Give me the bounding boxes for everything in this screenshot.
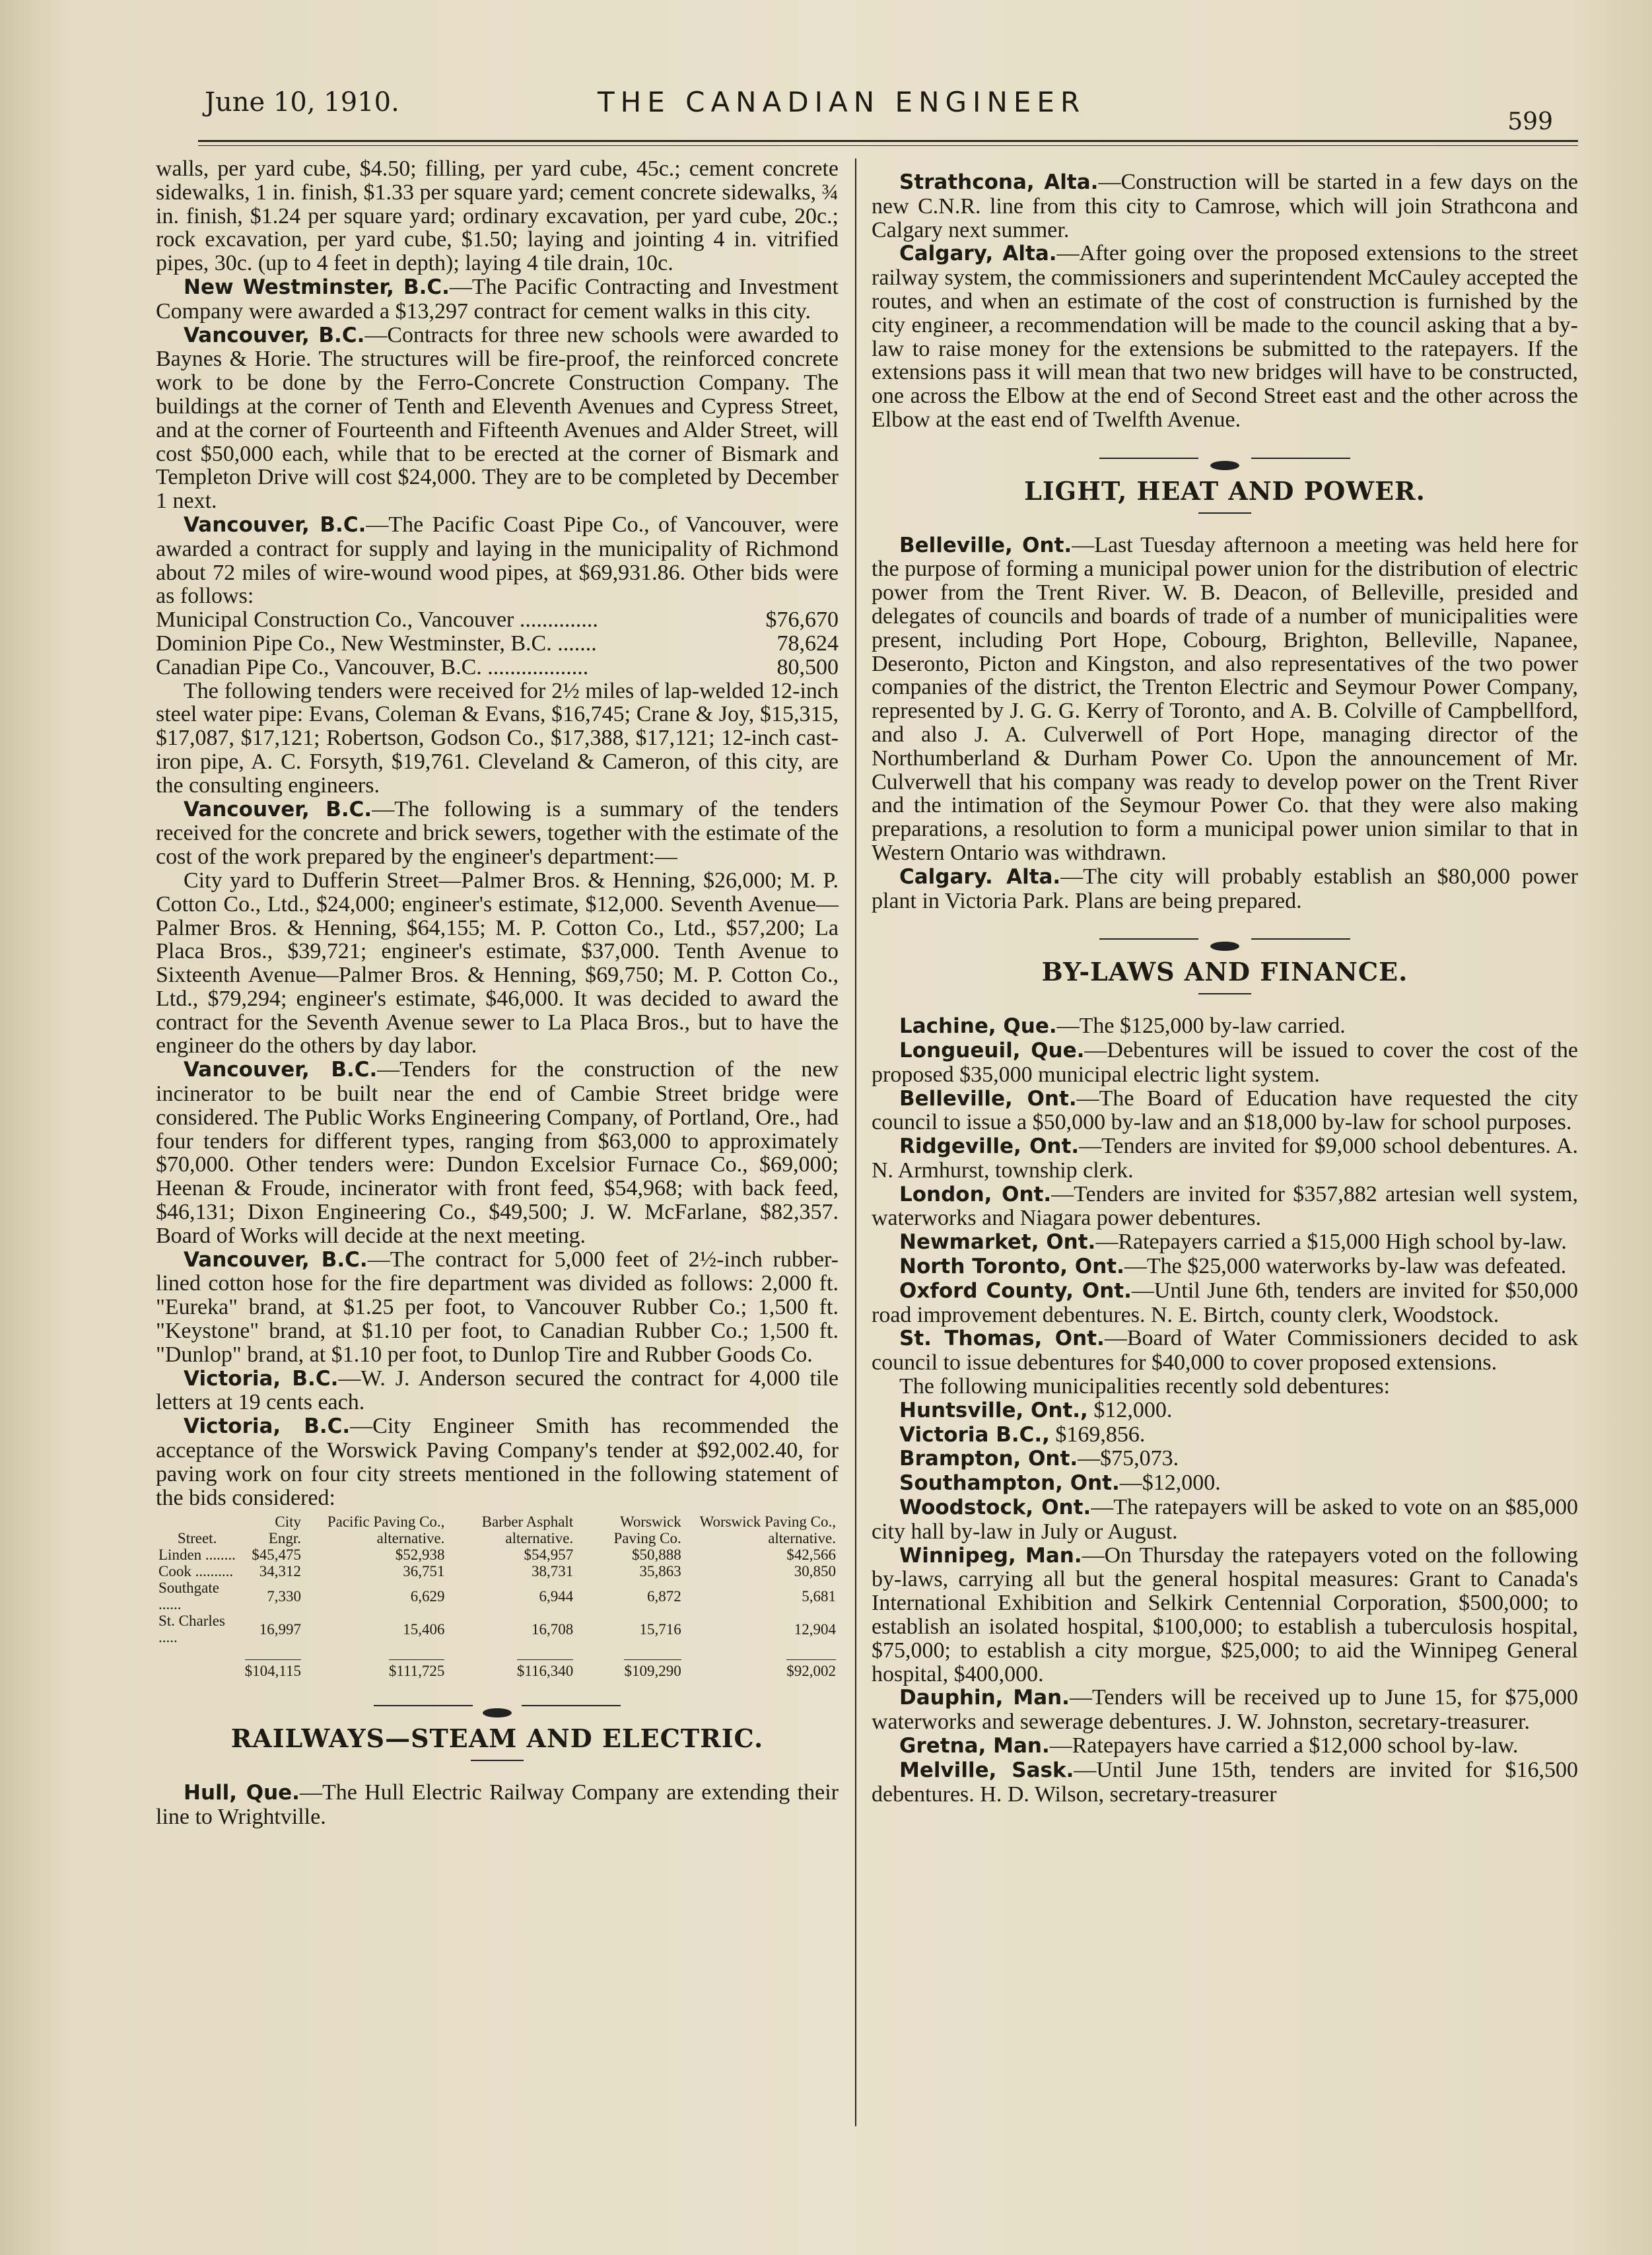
total-value: $92,002: [786, 1659, 836, 1679]
article-paragraph: [872, 534, 1578, 865]
page-header: [198, 78, 1571, 135]
article-text: —The Board of Education have requested the city council to issue a $50,000 by-law and an $18,000 by-law for school purposes.: [872, 1086, 1578, 1135]
page-number: 599: [1507, 108, 1553, 135]
article-text: —Debentures will be issued to cover the cost of the proposed $35,000 municipal electric light system.: [872, 1037, 1578, 1087]
table-cell: $42,566: [786, 1546, 836, 1564]
table-total-cell: [684, 1646, 839, 1679]
article-paragraph: [156, 1248, 839, 1367]
dateline: New Westminster, B.C.: [184, 275, 450, 299]
ornament-line: [522, 1705, 621, 1706]
article-paragraph: [872, 1327, 1578, 1375]
table-row: [156, 1579, 839, 1613]
article-text: —The Hull Electric Railway Company are extending their line to Wrightville.: [156, 1780, 839, 1830]
article-paragraph: [156, 513, 839, 608]
ornament-diamond: [1210, 461, 1239, 470]
dateline: North Toronto, Ont.: [899, 1255, 1124, 1279]
article-paragraph: [872, 1183, 1578, 1231]
table-cell: 7,330: [267, 1587, 301, 1605]
dateline: London, Ont.: [899, 1182, 1052, 1206]
article-text: —Ratepayers have carried a $12,000 school by-law.: [1049, 1733, 1519, 1758]
table-totals-row: [156, 1646, 839, 1679]
tender-name: Municipal Construction Co., Vancouver ..............: [156, 608, 598, 632]
tender-list: [156, 608, 839, 679]
section-heading: LIGHT, HEAT AND POWER.: [1024, 475, 1426, 506]
article-text: —Construction will be started in a few days on the new C.N.R. line from this city to Camrose, which will join Strathcona and Calgary next summer.: [872, 170, 1578, 242]
dateline: Vancouver, B.C.: [184, 1058, 378, 1082]
table-cell: [156, 1646, 238, 1679]
article-paragraph: The following municipalities recently sold debentures:: [899, 1374, 1391, 1399]
ornament-diamond: [1210, 942, 1239, 951]
table-cell: Linden ........: [158, 1546, 236, 1564]
article-paragraph: [872, 170, 1578, 242]
article-paragraph: [156, 1781, 839, 1829]
table-total-cell: [238, 1646, 304, 1679]
article-text: —The $25,000 waterworks by-law was defeated.: [1124, 1254, 1567, 1279]
article-paragraph: [872, 1134, 1578, 1183]
total-value: $111,725: [389, 1659, 445, 1679]
section-ornament: [872, 932, 1578, 946]
article-paragraph: [872, 1496, 1578, 1544]
tender-amount: $76,670: [765, 607, 839, 633]
dateline: Calgary, Alta.: [899, 242, 1057, 266]
debenture-line: [872, 1447, 1578, 1471]
dateline: St. Thomas, Ont.: [899, 1327, 1105, 1351]
article-paragraph: [872, 1230, 1578, 1255]
debenture-amount: $12,000.: [1087, 1397, 1173, 1422]
article-text: —The contract for 5,000 feet of 2½-inch rubber-lined cotton hose for the fire department was divided as follows: 2,000 ft. "Eureka" brand, at $1.25 per foot, to Vancouver Rubber Co.; 1,500 ft. "Keystone" brand, at $1.10 per foot, to Canadian Rubber Co.; 1,500 ft. "Dunlop" brand, at $1.10 per foot, to Dunlop Tire and Rubber Goods Co.: [156, 1247, 839, 1367]
article-paragraph: [872, 1279, 1578, 1327]
dateline: Victoria, B.C.: [184, 1414, 351, 1439]
article-text: —The Pacific Contracting and Investment Company were awarded a $13,297 contract for cement walks in this city.: [156, 274, 839, 324]
tender-line: [156, 632, 839, 656]
dateline: Vancouver, B.C.: [184, 797, 372, 821]
municipality: Huntsville, Ont.,: [899, 1398, 1088, 1422]
debenture-line: [872, 1471, 1578, 1496]
column-header: Street.: [177, 1530, 217, 1547]
table-cell: Southgate ......: [158, 1579, 219, 1613]
dateline: Winnipeg, Man.: [899, 1543, 1082, 1568]
table-row: [156, 1613, 839, 1646]
article-text: —After going over the proposed extensions to the street railway system, the commissioners and superintendent McCauley accepted the routes, and when an estimate of the cost of construction is furnished by the city engineer, a recommendation will be made to the council asking that a by-law to raise money for the extensions be submitted to the ratepayers. If the extensions pass it will mean that two new bridges will have to be constructed, one across the Elbow at the end of Second Street east and the other across the Elbow at the east end of Twelfth Avenue.: [872, 241, 1578, 432]
ornament-line: [374, 1705, 473, 1706]
table-total-cell: [447, 1646, 576, 1679]
table-row: [156, 1563, 839, 1579]
article-paragraph: [872, 1087, 1578, 1135]
dateline: Woodstock, Ont.: [899, 1496, 1091, 1520]
tender-line: [156, 608, 839, 632]
column-header: Worswick Paving Co.: [613, 1513, 681, 1547]
dateline: Ridgeville, Ont.: [899, 1134, 1080, 1159]
article-text: —The Pacific Coast Pipe Co., of Vancouver, were awarded a contract for supply and laying in the municipality of Richmond about 72 miles of wire-wound wood pipes, at $69,931.86. Other bids were as follows:: [156, 512, 839, 609]
table-cell: 5,681: [802, 1587, 836, 1605]
debenture-amount: —$12,000.: [1119, 1471, 1221, 1496]
article-text: —Contracts for three new schools were awarded to Baynes & Horie. The structures will be fire-proof, the reinforced concrete work to be done by the Ferro-Concrete Construction Company. The buildings at the corner of Tenth and Eleventh Avenues and Cypress Street, and at the corner of Fourteenth and Fifteenth Avenues and Alder Street, will cost $50,000 each, while that to be erected at the corner of Bismark and Templeton Drive will cost $24,000. They are to be completed by December 1 next.: [156, 322, 839, 514]
article-text: —The $125,000 by-law carried.: [1056, 1014, 1346, 1039]
article-paragraph: [156, 1414, 839, 1509]
article-paragraph: [156, 1058, 839, 1247]
table-cell: 30,850: [794, 1563, 836, 1580]
heading-rule: [1198, 993, 1251, 994]
table-total-cell: [304, 1646, 447, 1679]
table-total-cell: [576, 1646, 684, 1679]
table-cell: 35,863: [639, 1563, 681, 1580]
article-text: —Tenders for the construction of the new incinerator to be built near the end of Cambie Street bridge were considered. The Public Works Engineering Company, of Portland, Ore., had four tenders for different types, ranging from $63,000 to approximately $70,000. Other tenders were: Dundon Excelsior Furnace Co., $69,000; Heenan & Froude, incinerator with front feed, $54,968; with back feed, $46,131; Dixon Engineering Co., $49,500; J. W. McFarlane, $82,357. Board of Works will decide at the next meeting.: [156, 1057, 839, 1248]
total-value: $104,115: [245, 1659, 301, 1679]
dateline: Newmarket, Ont.: [899, 1230, 1096, 1255]
article-text: —City Engineer Smith has recommended the acceptance of the Worswick Paving Company's tender at $92,002.40, for paving work on four city streets mentioned in the following statement of the bids considered:: [156, 1414, 839, 1510]
right-column: [872, 170, 1578, 1806]
heading-rule: [471, 1760, 524, 1761]
dateline: Hull, Que.: [184, 1781, 300, 1805]
dateline: Vancouver, B.C.: [184, 323, 365, 347]
article-text: —Last Tuesday afternoon a meeting was held here for the purpose of forming a municipal power union for the distribution of electric power from the Trent River. W. B. Deacon, of Belleville, presided and delegates of councils and boards of trade of a number of municipalities were present, including Port Hope, Cobourg, Brighton, Belleville, Napanee, Deseronto, Picton and Kingston, and also representatives of the two power companies of the district, the Trenton Electric and Seymour Power Company, represented by J. G. G. Kerry of Toronto, and A. B. Colville of Campbellford, and also J. A. Culverwell of Port Hope, managing director of the Northumberland & Durham Power Co. Upon the announcement of Mr. Culverwell that his company was ready to develop power on the Trent River and the intimation of the Seymour Power Co. that they were also making preparations, a resolution to form a municipal power union similar to that in Western Ontario was withdrawn.: [872, 532, 1578, 865]
dateline: Vancouver, B.C.: [184, 512, 366, 537]
article-paragraph: [872, 1255, 1578, 1279]
issue-date: June 10, 1910.: [205, 87, 399, 118]
article-paragraph: [872, 242, 1578, 431]
header-rule-thick: [198, 140, 1578, 142]
dateline: Victoria, B.C.: [184, 1366, 339, 1391]
article-paragraph: The following tenders were received for 2½ miles of lap-welded 12-inch steel water pipe: Evans, Coleman & Evans, $16,745; Crane & Joy, $15,315, $17,087, $17,121; Robertson, Godson Co., $17,388, $17,121; 12-inch cast-iron pipe, A. C. Forsyth, $19,761. Cleveland & Cameron, of this city, are the consulting engineers.: [156, 678, 839, 798]
article-text: —The city will probably establish an $80,000 power plant in Victoria Park. Plans are being prepared.: [872, 864, 1578, 913]
table-cell: Cook ..........: [158, 1563, 234, 1580]
publication-title: THE CANADIAN ENGINEER: [598, 86, 1086, 118]
tender-amount: 78,624: [776, 631, 839, 656]
total-value: $109,290: [624, 1659, 681, 1679]
municipality: Brampton, Ont.: [899, 1447, 1078, 1471]
section-ornament: [156, 1699, 839, 1712]
table-cell: 38,731: [531, 1563, 574, 1580]
article-paragraph: City yard to Dufferin Street—Palmer Bros. & Henning, $26,000; M. P. Cotton Co., Ltd., $24,000; engineer's estimate, $12,000. Seventh Avenue—Palmer Bros. & Henning, $64,155; M. P. Cotton Co., Ltd., $57,200; La Placa Bros., $39,721; engineer's estimate, $37,000. Tenth Avenue to Sixteenth Avenue—Palmer Bros. & Henning, $69,750; M. P. Cotton Co., Ltd., $79,294; engineer's estimate, $46,000. It was decided to award the contract for the Seventh Avenue sewer to La Placa Bros., but to have the engineer do the others by day labor.: [156, 868, 839, 1058]
ornament-line: [1251, 938, 1350, 940]
table-cell: 6,944: [539, 1587, 574, 1605]
table-cell: $45,475: [252, 1546, 301, 1564]
article-text: —The following is a summary of the tenders received for the concrete and brick sewers, together with the estimate of the cost of the work prepared by the engineer's department:—: [156, 796, 839, 870]
article-paragraph: [872, 1039, 1578, 1087]
table-row: [156, 1546, 839, 1563]
article-text: —W. J. Anderson secured the contract for 4,000 tile letters at 19 cents each.: [156, 1366, 839, 1415]
dateline: Vancouver, B.C.: [184, 1247, 368, 1272]
column-header: City Engr.: [268, 1513, 301, 1547]
article-text: —Board of Water Commissioners decided to ask council to issue debentures for $40,000 to cover proposed extensions.: [872, 1326, 1578, 1375]
table-cell: $52,938: [395, 1546, 445, 1564]
article-text: —Tenders are invited for $9,000 school debentures. A. N. Armhurst, township clerk.: [872, 1134, 1578, 1183]
article-text: —The ratepayers will be asked to vote on an $85,000 city hall by-law in July or August.: [872, 1495, 1578, 1544]
dateline: Strathcona, Alta.: [899, 170, 1099, 194]
article-paragraph: [156, 798, 839, 869]
article-paragraph: [156, 324, 839, 513]
dateline: Belleville, Ont.: [899, 1086, 1077, 1111]
tender-amount: 80,500: [776, 654, 839, 679]
column-header: Pacific Paving Co., alternative.: [327, 1513, 445, 1547]
ornament-line: [1099, 938, 1198, 940]
dateline: Gretna, Man.: [899, 1734, 1050, 1758]
article-text: —Tenders will be received up to June 15, for $75,000 waterworks and sewerage debentures. J. W. Johnston, secretary-treasurer.: [872, 1685, 1578, 1735]
section-heading: BY-LAWS AND FINANCE.: [1041, 957, 1408, 987]
article-paragraph: walls, per yard cube, $4.50; filling, per yard cube, 45c.; cement concrete sidewalks, 1 in. finish, $1.33 per square yard; cement concrete sidewalks, ¾ in. finish, $1.24 per square yard; ordinary excavation, per yard cube, 20c.; rock excavation, per yard cube, $1.50; laying and jointing 4 in. vitrified pipes, 30c. (up to 4 feet in depth); laying 4 tile drain, 10c.: [156, 156, 839, 276]
heading-rule: [1198, 512, 1251, 514]
column-divider: [855, 158, 856, 2126]
article-paragraph: [872, 1758, 1578, 1807]
debenture-amount: —$75,073.: [1078, 1446, 1179, 1471]
tender-line: [156, 656, 839, 679]
paving-bids-table: [156, 1513, 839, 1679]
section-ornament: [872, 452, 1578, 465]
article-paragraph: [156, 275, 839, 324]
article-paragraph: [872, 1014, 1578, 1039]
article-text: —Ratepayers carried a $15,000 High school by-law.: [1095, 1230, 1567, 1255]
municipality: Southampton, Ont.: [899, 1471, 1120, 1496]
dateline: Belleville, Ont.: [899, 533, 1072, 557]
dateline: Melville, Sask.: [899, 1758, 1074, 1782]
column-header: Worswick Paving Co., alternative.: [699, 1513, 836, 1547]
table-cell: 16,708: [531, 1620, 574, 1638]
debenture-amount: $169,856.: [1049, 1422, 1146, 1447]
municipality: Victoria B.C.,: [899, 1422, 1050, 1447]
column-header: Barber Asphalt alternative.: [481, 1513, 574, 1547]
header-rule-thin: [198, 145, 1578, 146]
table-cell: 12,904: [794, 1620, 836, 1638]
table-cell: $54,957: [524, 1546, 574, 1564]
article-text: —Until June 6th, tenders are invited for $50,000 road improvement debentures. N. E. Birtch, county clerk, Woodstock.: [872, 1278, 1578, 1327]
ornament-line: [1251, 458, 1350, 459]
article-paragraph: [872, 865, 1578, 913]
table-cell: 34,312: [259, 1563, 301, 1580]
tender-name: Dominion Pipe Co., New Westminster, B.C. .......: [156, 631, 597, 656]
debenture-line: [872, 1423, 1578, 1447]
article-paragraph: [872, 1734, 1578, 1758]
table-cell: $50,888: [631, 1546, 681, 1564]
table-cell: 6,629: [410, 1587, 445, 1605]
dateline: Dauphin, Man.: [899, 1686, 1070, 1710]
left-column: [156, 157, 839, 1829]
article-text: —On Thursday the ratepayers voted on the following by-laws, carrying all but the general hospital measures: Grant to Canada's International Exhibition and Selkirk Centennial Corporation, $500,000; to establish an isolated hospital, $100,000; to establish a tuberculosis hospital, $75,000; to establish a city morgue, $25,000; to aid the Winnipeg General hospital, $400,000.: [872, 1543, 1578, 1686]
article-text: —Tenders are invited for $357,882 artesian well system, waterworks and Niagara power debentures.: [872, 1181, 1578, 1231]
section-heading: RAILWAYS—STEAM AND ELECTRIC.: [230, 1723, 764, 1754]
debenture-line: [872, 1399, 1578, 1423]
article-paragraph: [156, 1367, 839, 1415]
table-cell: St. Charles .....: [158, 1613, 225, 1646]
ornament-diamond: [483, 1708, 512, 1717]
article-text: —Until June 15th, tenders are invited for $16,500 debentures. H. D. Wilson, secretary-treasurer: [872, 1757, 1578, 1807]
ornament-line: [1099, 458, 1198, 459]
dateline: Longueuil, Que.: [899, 1038, 1085, 1062]
dateline: Lachine, Que.: [899, 1014, 1057, 1039]
table-cell: 16,997: [259, 1620, 301, 1638]
table-header-row: [156, 1513, 839, 1546]
table-cell: 15,716: [639, 1620, 681, 1638]
dateline: Oxford County, Ont.: [899, 1278, 1132, 1303]
table-cell: 15,406: [403, 1620, 445, 1638]
dateline: Calgary. Alta.: [899, 864, 1061, 889]
total-value: $116,340: [517, 1659, 573, 1679]
table-cell: 6,872: [646, 1587, 681, 1605]
table-cell: 36,751: [403, 1563, 445, 1580]
tender-name: Canadian Pipe Co., Vancouver, B.C. ..................: [156, 655, 589, 679]
article-paragraph: [872, 1686, 1578, 1734]
article-paragraph: [872, 1544, 1578, 1686]
